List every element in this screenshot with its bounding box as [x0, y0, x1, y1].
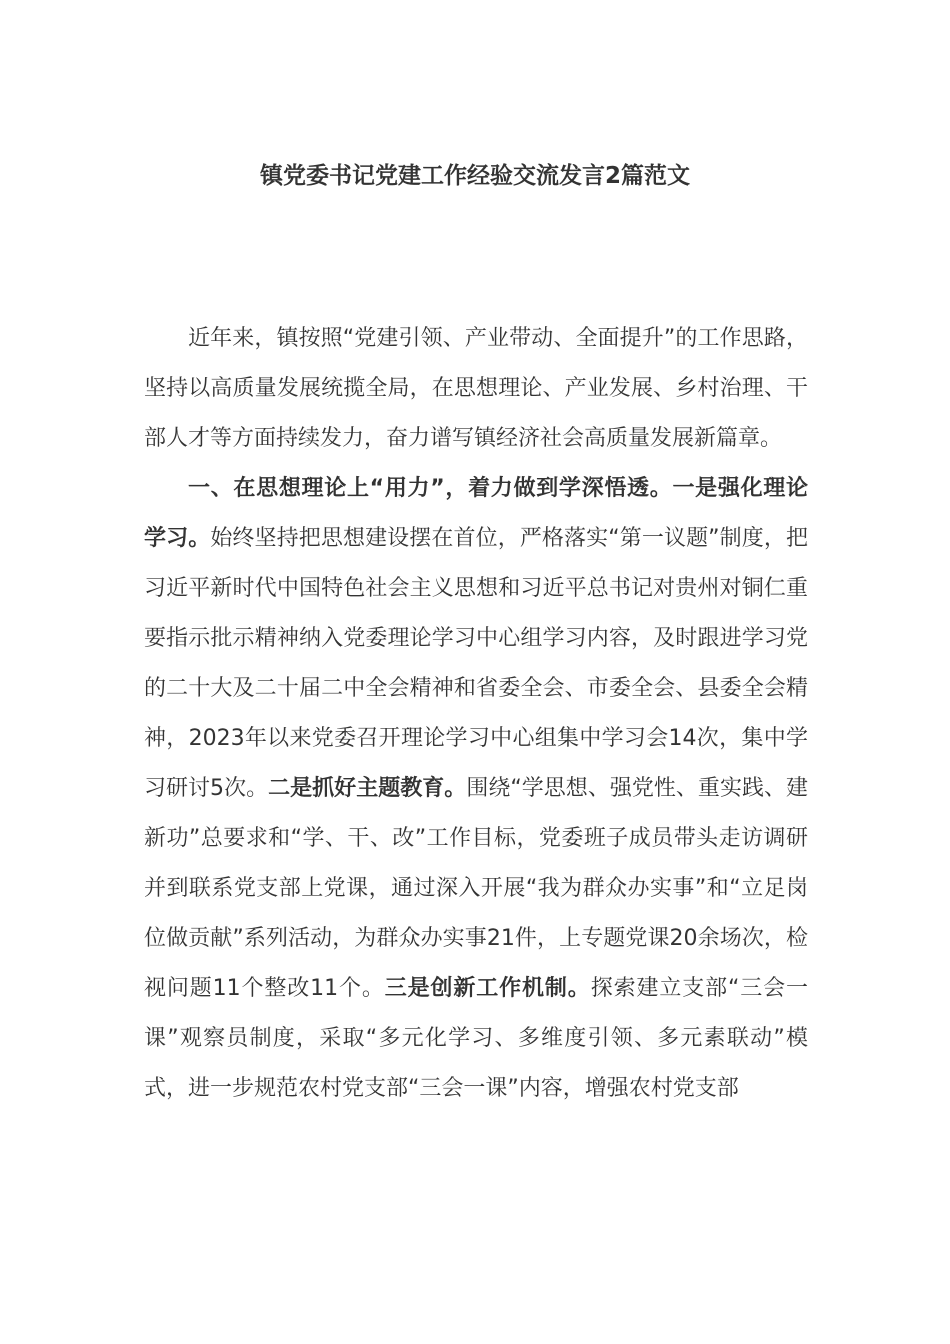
point-3-label: 三是创新工作机制。 [384, 976, 591, 1001]
point-1-text: 始终坚持把思想建设摆在首位，严格落实“第一议题”制度，把习近平新时代中国特色社会主义思想和习近平总书记对贵州对铜仁重要指示批示精神纳入党委理论学习中心组学习内容，及时跟进学习党的二十大及二十届二中全会精神和省委全会、市委全会、县委全会精神，2023年以来党委召开理论学习中心组集中学习会14次，集中学习研讨5次。 [144, 526, 808, 801]
point-1-label: 一是强化理论学习。 [144, 476, 808, 551]
document-body [144, 314, 808, 1114]
point-3-text: 探索建立支部“三会一课”观察员制度，采取“多元化学习、多维度引领、多元素联动”模式，进一步规范农村党支部“三会一课”内容，增强农村党支部 [144, 976, 808, 1101]
point-2-text: 围绕“学思想、强党性、重实践、建新功”总要求和“学、干、改”工作目标，党委班子成员带头走访调研并到联系党支部上党课，通过深入开展“我为群众办实事”和“立足岗位做贡献”系列活动，为群众办实事21件，上专题党课20余场次，检视问题11个整改11个。 [144, 776, 809, 1001]
section-1-paragraph [144, 464, 808, 1114]
point-2-label: 二是抓好主题教育。 [268, 776, 467, 801]
intro-paragraph: 近年来，镇按照“党建引领、产业带动、全面提升”的工作思路，坚持以高质量发展统揽全局，在思想理论、产业发展、乡村治理、干部人才等方面持续发力，奋力谱写镇经济社会高质量发展新篇章。 [144, 326, 808, 451]
section-1-heading: 一、在思想理论上“用力”，着力做到学深悟透。 [188, 476, 673, 501]
document-title: 镇党委书记党建工作经验交流发言2篇范文 [259, 163, 690, 189]
